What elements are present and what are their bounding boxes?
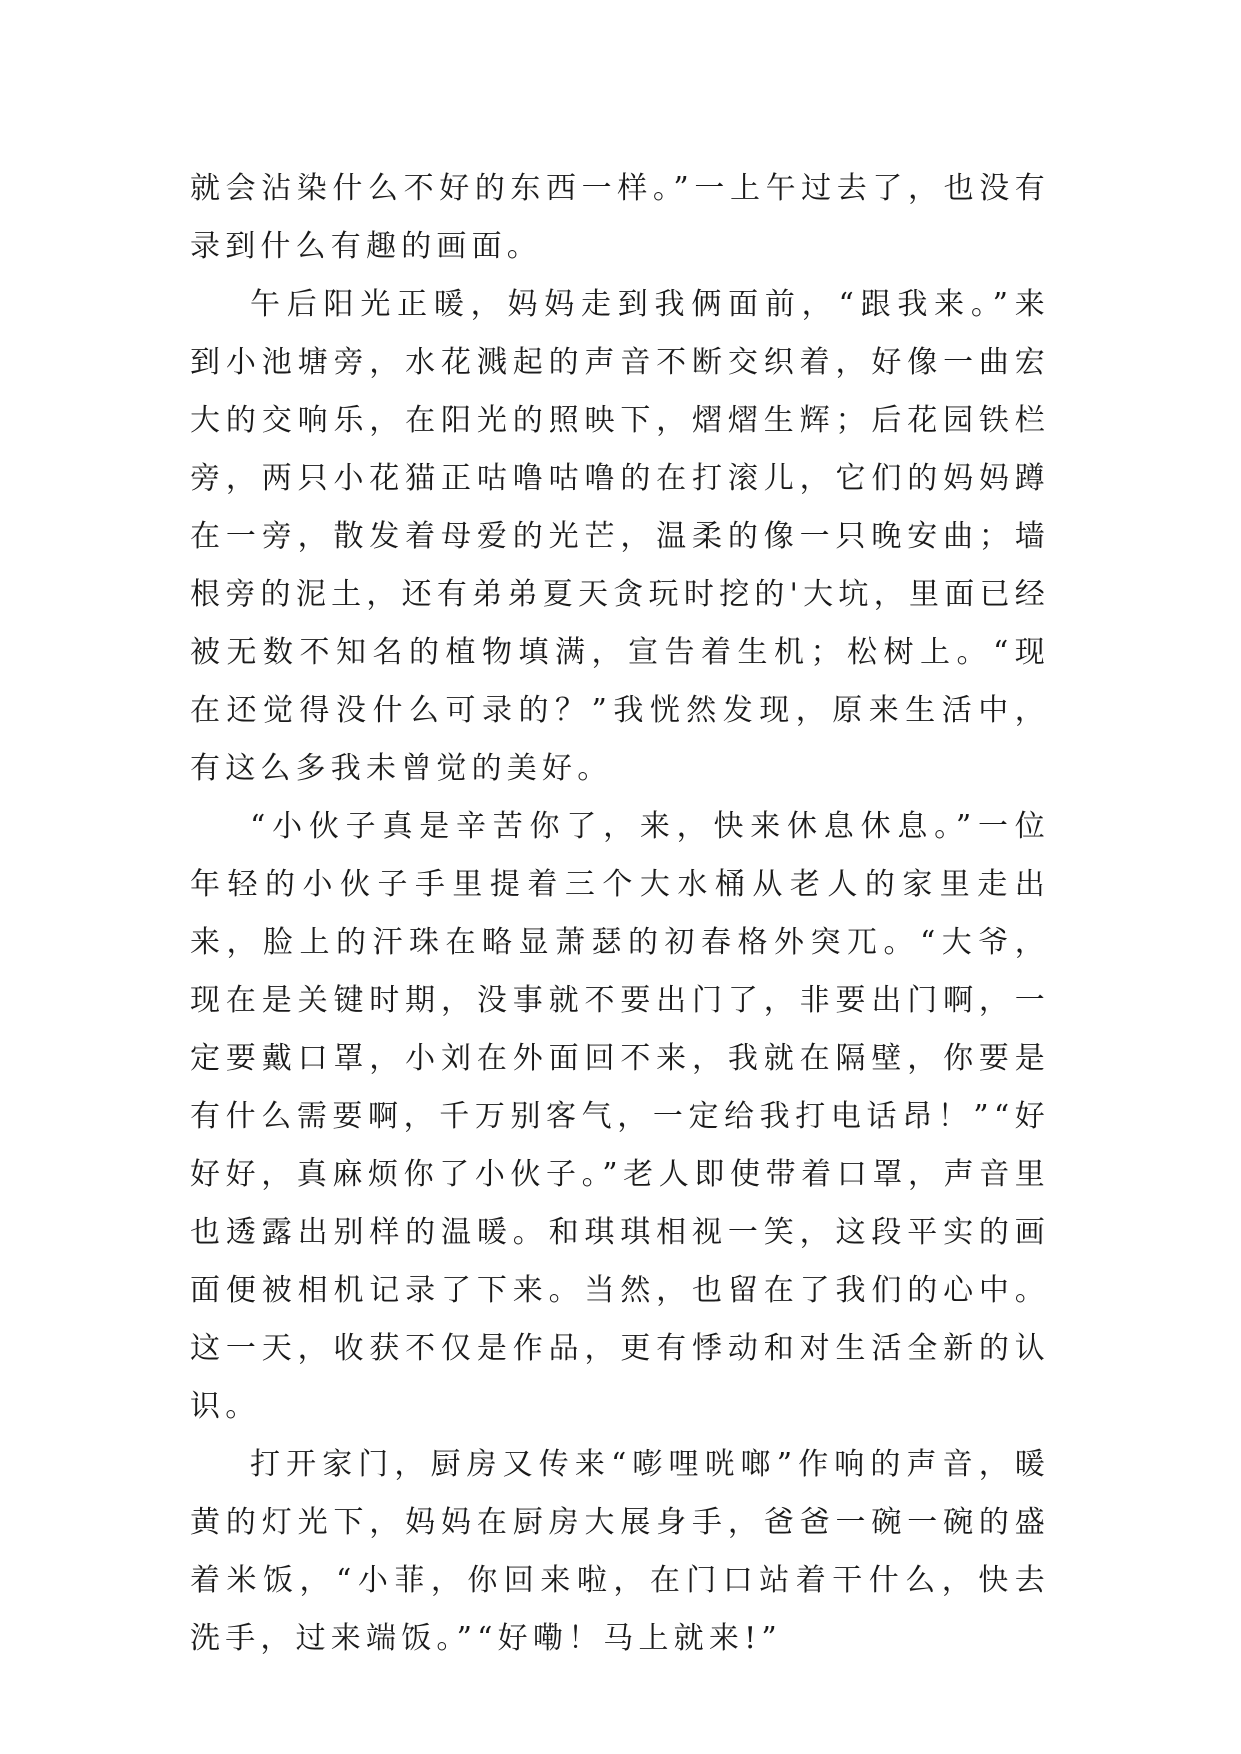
paragraph-3: “小伙子真是辛苦你了，来，快来休息休息。”一位年轻的小伙子手里提着三个大水桶从老人的家里走出来，脸上的汗珠在略显萧瑟的初春格外突兀。“大爷，现在是关键时期，没事就不要出门了，非要出门啊，一定要戴口罩，小刘在外面回不来，我就在隔壁，你要是有什么需要啊，千万别客气，一定给我打电话昂！”“好好好，真麻烦你了小伙子。”老人即使带着口罩，声音里也透露出别样的温暖。和琪琪相视一笑，这段平实的画面便被相机记录了下来。当然，也留在了我们的心中。这一天，收获不仅是作品，更有悸动和对生活全新的认识。 [190,809,1050,1424]
paragraph-1: 就会沾染什么不好的东西一样。”一上午过去了，也没有录到什么有趣的画面。 [190,171,1050,264]
paragraph-4: 打开家门，厨房又传来“嘭哩咣啷”作响的声音，暖黄的灯光下，妈妈在厨房大展身手，爸爸一碗一碗的盛着米饭，“小菲，你回来啦，在门口站着干什么，快去洗手，过来端饭。”“好嘞！马上就来!” [190,1447,1050,1656]
document-body [190,160,1050,1668]
paragraph-2: 午后阳光正暖，妈妈走到我俩面前，“跟我来。”来到小池塘旁，水花溅起的声音不断交织着，好像一曲宏大的交响乐，在阳光的照映下，熠熠生辉；后花园铁栏旁，两只小花猫正咕噜咕噜的在打滚儿，它们的妈妈蹲在一旁，散发着母爱的光芒，温柔的像一只晚安曲；墙根旁的泥土，还有弟弟夏天贪玩时挖的'大坑，里面已经被无数不知名的植物填满，宣告着生机；松树上。“现在还觉得没什么可录的？”我恍然发现，原来生活中，有这么多我未曾觉的美好。 [190,287,1050,786]
